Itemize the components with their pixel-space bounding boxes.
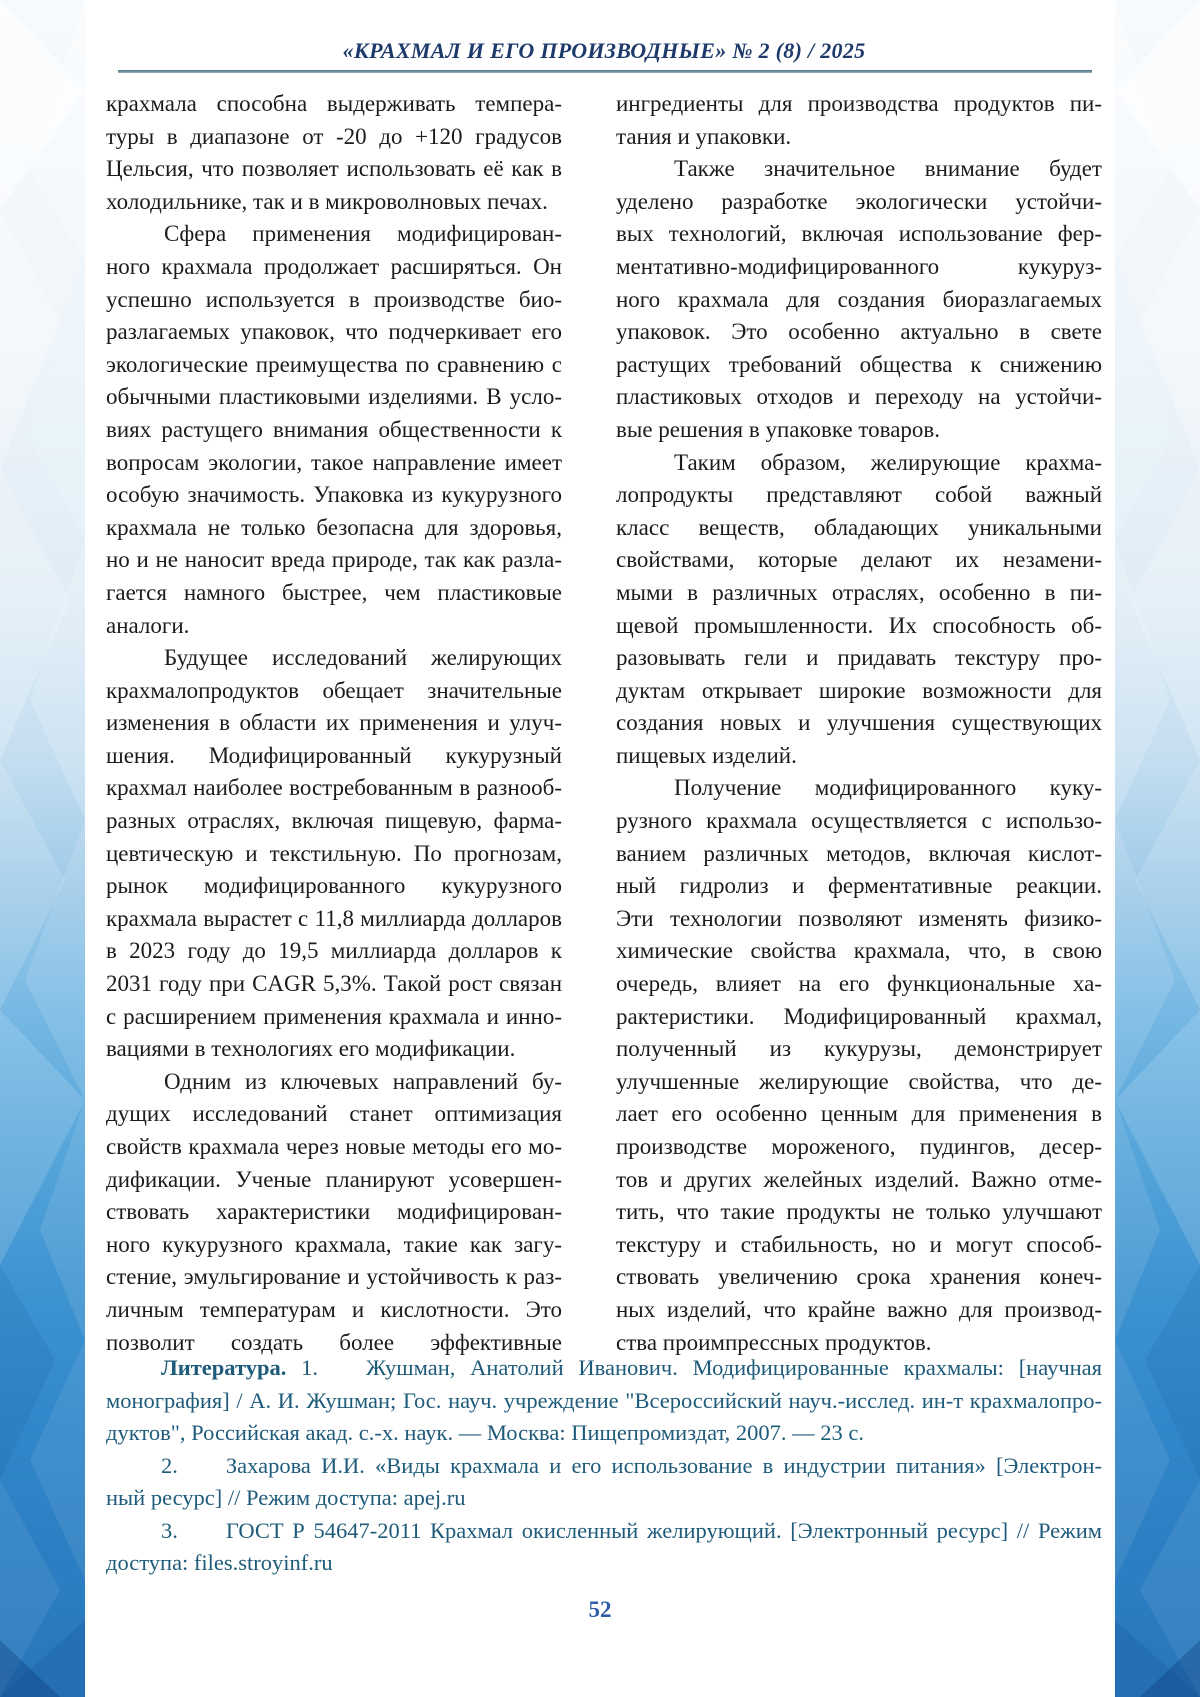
text-line: свойствами, которые делают их незамени- — [616, 547, 1102, 573]
text-line: ных изделий, что крайне важно для производ- — [616, 1296, 1102, 1322]
text-line: рактеристики. Модифицированный крахмал, — [616, 1003, 1102, 1029]
text-line: полученный из кукурузы, демонстрирует — [616, 1036, 1102, 1062]
text-line: ства проимпрессных продуктов. — [616, 1329, 932, 1355]
text-line: ного крахмала продолжает расширяться. Он — [106, 253, 562, 279]
text-line: виях растущего внимания общественности к — [106, 416, 562, 442]
text-line: позволит создать более эффективные — [106, 1329, 562, 1355]
text-line: уделено разработке экологически устойчи- — [616, 188, 1102, 214]
text-line: ствовать характеристики модифицирован- — [106, 1199, 562, 1225]
text-line: класс веществ, обладающих уникальными — [616, 514, 1102, 540]
text-line: крахмала способна выдерживать темпера- — [106, 91, 562, 116]
text-line: рузного крахмала осуществляется с использо- — [616, 808, 1102, 834]
text-line: разовывать гели и придавать текстуру про- — [616, 645, 1102, 671]
text-line: холодильнике, так и в микроволновых печах. — [106, 188, 548, 214]
text-line: аналоги. — [106, 612, 190, 638]
text-line: мыми в различных отраслях, особенно в пи- — [616, 579, 1102, 605]
journal-title: «КРАХМАЛ И ЕГО ПРОИЗВОДНЫЕ» № 2 (8) / 2025 — [342, 38, 866, 63]
text-line: текстуру и стабильность, но и могут способ- — [616, 1231, 1102, 1257]
text-line: улучшенные желирующие свойства, что де- — [616, 1068, 1102, 1094]
text-line: лает его особенно ценным для применения в — [616, 1101, 1102, 1127]
literature-line: 3. ГОСТ Р 54647-2011 Крахмал окисленный желирующий. [Электронный ресурс] // Режим — [161, 1517, 1102, 1543]
text-line: с расширением применения крахмала и инно- — [106, 1003, 562, 1029]
text-line: производстве мороженого, пудингов, десер- — [616, 1134, 1102, 1159]
text-line: ного кукурузного крахмала, такие как загу- — [106, 1231, 562, 1257]
text-line: растущих требований общества к снижению — [616, 351, 1102, 377]
text-line: создания новых и улучшения существующих — [616, 710, 1102, 736]
text-line: дущих исследований станет оптимизация — [106, 1101, 562, 1127]
text-line: Одним из ключевых направлений бу- — [164, 1068, 562, 1094]
text-line: вациями в технологиях его модификации. — [106, 1036, 516, 1062]
text-line: Эти технологии позволяют изменять физико- — [616, 905, 1102, 931]
text-line: в 2023 году до 19,5 миллиарда долларов к — [106, 938, 562, 964]
text-line: цевтическую и текстильную. По прогнозам, — [106, 840, 562, 866]
text-line: ного крахмала для создания биоразлагаемых — [616, 286, 1102, 312]
text-line: крахмал наиболее востребованным в разнооб- — [106, 775, 562, 801]
text-line: вые решения в упаковке товаров. — [616, 416, 941, 442]
left-border-decoration — [0, 0, 85, 1697]
literature-entry-number: 2. — [161, 1452, 178, 1478]
text-line: тить, что такие продукты не только улучшают — [616, 1199, 1102, 1225]
header-rule — [118, 70, 1092, 73]
text-line: Цельсия, что позволяет использовать её как в — [106, 156, 562, 182]
page-number: 52 — [588, 1597, 612, 1622]
text-line: пластиковых отходов и переходу на устойчи- — [616, 384, 1102, 410]
text-line: тания и упаковки. — [616, 123, 792, 149]
text-line: туры в диапазоне от -20 до +120 градусов — [106, 123, 562, 149]
text-line: изменения в области их применения и улуч- — [106, 710, 562, 736]
literature-entry-number: 1. — [301, 1355, 318, 1380]
text-line: особую значимость. Упаковка из кукурузного — [106, 482, 562, 508]
literature-heading: Литература. — [161, 1355, 302, 1380]
text-line: дификации. Ученые планируют усовершен- — [106, 1166, 562, 1192]
text-line: Также значительное внимание будет — [674, 156, 1102, 182]
text-columns — [106, 88, 1102, 1359]
text-line: очередь, влияет на его функциональные ха- — [616, 971, 1102, 997]
text-line: свойств крахмала через новые методы его мо- — [106, 1134, 562, 1159]
text-line: крахмалопродуктов обещает значительные — [106, 677, 562, 703]
text-line: шения. Модифицированный кукурузный — [106, 742, 562, 768]
text-line: ингредиенты для производства продуктов пи- — [616, 91, 1102, 116]
text-line: упаковок. Это особенно актуально в свете — [616, 319, 1102, 345]
text-line: но и не наносит вреда природе, так как разла- — [106, 547, 562, 573]
column-right — [616, 88, 1102, 1359]
text-line: химические свойства крахмала, что, в свою — [616, 938, 1102, 964]
text-line: Таким образом, желирующие крахма- — [674, 449, 1102, 475]
right-border-decoration — [1115, 0, 1200, 1697]
text-line: ный гидролиз и ферментативные реакции. — [616, 873, 1102, 899]
literature-line: доступа: files.stroyinf.ru — [106, 1550, 333, 1575]
literature-line: дуктов", Российская акад. с.-х. наук. — Москва: Пищепромиздат, 2007. — 23 с. — [106, 1420, 865, 1445]
literature-line: монография] / А. И. Жушман; Гос. науч. учреждение "Всероссийский науч.-исслед. ин-т крахмалопро- — [106, 1387, 1102, 1413]
text-line: крахмала вырастет с 11,8 миллиарда долларов — [106, 905, 562, 931]
text-line: крахмала не только безопасна для здоровья, — [106, 514, 562, 540]
literature-section — [106, 1352, 1102, 1580]
text-line: обычными пластиковыми изделиями. В усло- — [106, 384, 562, 410]
text-line: дуктам открывает широкие возможности для — [616, 677, 1102, 703]
text-line: тов и других желейных изделий. Важно отме- — [616, 1166, 1102, 1192]
text-line: щевой промышленности. Их способность об- — [616, 612, 1102, 638]
text-line: Получение модифицированного куку- — [674, 775, 1102, 801]
text-line: вых технологий, включая использование фер- — [616, 221, 1102, 247]
literature-entry-number: 3. — [161, 1517, 178, 1543]
text-line: Сфера применения модифицирован- — [164, 221, 562, 247]
text-line: рынок модифицированного кукурузного — [106, 873, 562, 899]
text-line: личным температурам и кислотности. Это — [106, 1296, 562, 1322]
text-line: ствовать увеличению срока хранения конеч- — [616, 1264, 1102, 1290]
text-line: 2031 году при CAGR 5,3%. Такой рост связан — [106, 971, 562, 997]
text-line: лопродукты представляют собой важный — [616, 482, 1102, 508]
column-left — [106, 88, 562, 1359]
text-line: вопросам экологии, такое направление имеет — [106, 449, 562, 475]
literature-line: ный ресурс] // Режим доступа: apej.ru — [106, 1485, 466, 1510]
text-line: разлагаемых упаковок, что подчеркивает его — [106, 319, 562, 345]
text-line: успешно используется в производстве био- — [106, 286, 562, 312]
literature-line: 2. Захарова И.И. «Виды крахмала и его использование в индустрии питания» [Электрон- — [161, 1452, 1102, 1478]
text-line: пищевых изделий. — [616, 742, 797, 768]
text-line: стение, эмульгирование и устойчивость к раз- — [106, 1264, 562, 1290]
text-line: гается намного быстрее, чем пластиковые — [106, 579, 562, 605]
text-line: разных отраслях, включая пищевую, фарма- — [106, 808, 562, 834]
text-line: Будущее исследований желирующих — [164, 645, 562, 671]
text-line: экологические преимущества по сравнению с — [106, 351, 562, 377]
literature-line: Литература. 1. Жушман, Анатолий Иванович. Модифицированные крахмалы: [научная — [161, 1355, 1103, 1380]
text-line: ментативно-модифицированного кукуруз- — [616, 253, 1102, 279]
text-line: ванием различных методов, включая кислот- — [616, 840, 1102, 866]
